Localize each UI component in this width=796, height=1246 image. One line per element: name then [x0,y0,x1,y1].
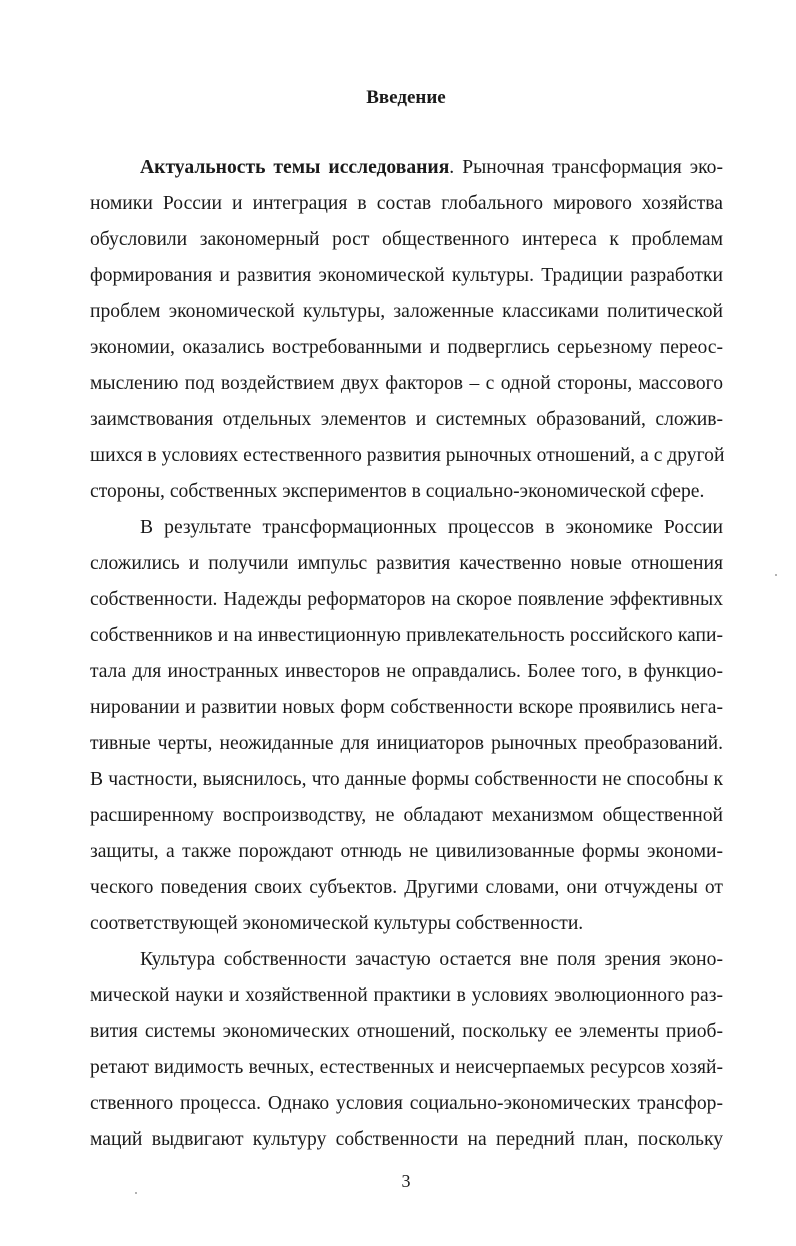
paragraph-2-line-5: тала для иностранных инвесторов не оправдались. Более того, в функцио- [90,661,723,682]
paragraph-2-line-6: нировании и развитии новых форм собственности вскоре проявились нега- [90,697,723,718]
paragraph-2-line-8: В частности, выяснилось, что данные формы собственности не способны к [90,769,723,790]
paragraph-2-line-9: расширенному воспроизводству, не обладают механизмом общественной [90,805,723,826]
paragraph-1-line-6: экономии, оказались востребованными и подверглись серьезному переос- [90,337,723,358]
paragraph-2-line-11: ческого поведения своих субъектов. Другими словами, они отчуждены от [90,877,723,898]
paragraph-2-line-10: защиты, а также порождают отнюдь не цивилизованные формы экономи- [90,841,723,862]
scan-speck [775,574,777,576]
paragraph-3-line-2: мической науки и хозяйственной практики в условиях эволюционного раз- [90,985,723,1006]
paragraph-1-line-1-text: . Рыночная трансформация эко- [449,157,723,178]
paragraph-3-line-4: ретают видимость вечных, естественных и неисчерпаемых ресурсов хозяй- [90,1057,723,1078]
page-number: 3 [401,1171,411,1191]
paragraph-3-line-1: Культура собственности зачастую остается вне поля зрения эконо- [140,949,723,970]
paragraph-1-line-5: проблем экономической культуры, заложенные классиками политической [90,301,723,322]
section-heading: Введение [366,87,446,108]
paragraph-2-line-2: сложились и получили импульс развития качественно новые отношения [90,553,723,574]
paragraph-1-line-1 [140,154,723,182]
paragraph-3-line-3: вития системы экономических отношений, поскольку ее элементы приоб- [90,1021,723,1042]
paragraph-2-line-4: собственников и на инвестиционную привлекательность российского капи- [90,625,723,646]
paragraph-1-line-4: формирования и развития экономической культуры. Традиции разработки [90,265,723,286]
paragraph-1-line-7: мыслению под воздействием двух факторов – с одной стороны, массового [90,373,723,394]
paragraph-1-line-3: обусловили закономерный рост общественного интереса к проблемам [90,229,723,250]
paragraph-1-line-10: стороны, собственных экспериментов в социально-экономической сфере. [90,481,705,502]
paragraph-2-line-3: собственности. Надежды реформаторов на скорое появление эффективных [90,589,723,610]
paragraph-3-line-5: ственного процесса. Однако условия социально-экономических трансфор- [90,1093,723,1114]
paragraph-1-line-2: номики России и интеграция в состав глобального мирового хозяйства [90,193,723,214]
scan-speck [135,1192,137,1194]
paragraph-2-line-12: соответствующей экономической культуры собственности. [90,913,584,934]
paragraph-2-line-1: В результате трансформационных процессов в экономике России [140,517,723,538]
paragraph-3-line-6: маций выдвигают культуру собственности на передний план, поскольку [90,1129,723,1150]
paragraph-1-line-8: заимствования отдельных элементов и системных образований, сложив- [90,409,723,430]
paragraph-2-line-7: тивные черты, неожиданные для инициаторов рыночных преобразований. [90,733,723,754]
paragraph-1-line-9: шихся в условиях естественного развития рыночных отношений, а с другой [90,445,725,466]
paragraph-1-lead: Актуальность темы исследования [140,157,450,178]
